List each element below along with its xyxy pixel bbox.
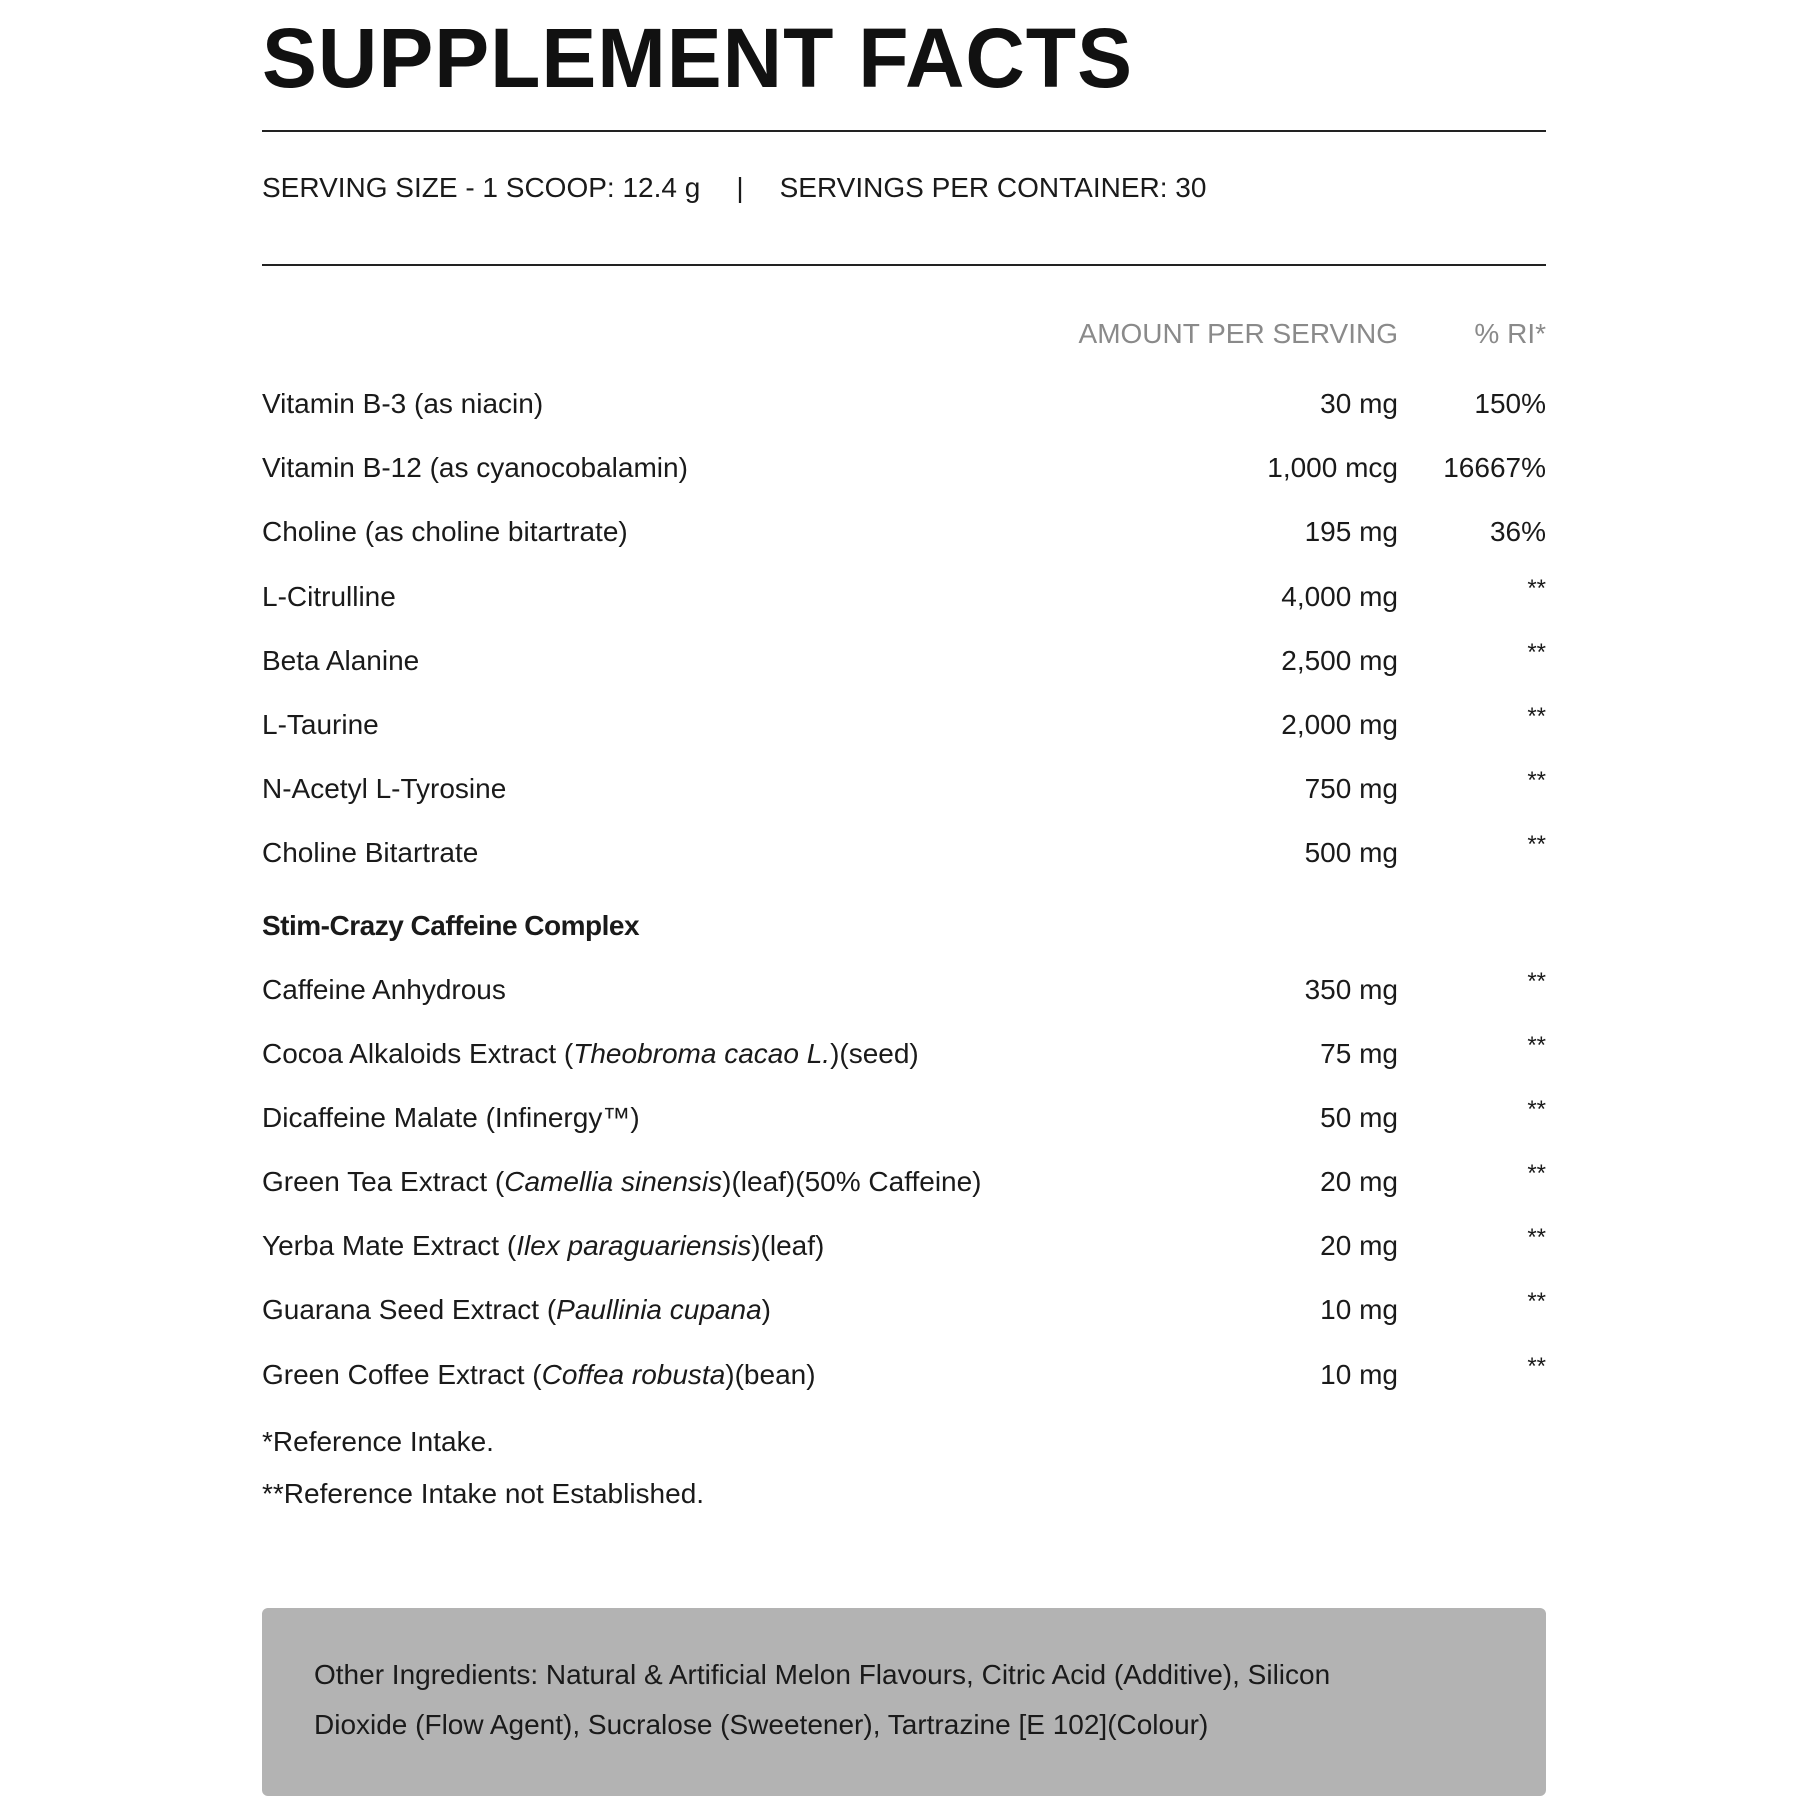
table-row [262,500,1546,564]
other-ingredients-line-2: Dioxide (Flow Agent), Sucralose (Sweetener), Tartrazine [E 102](Colour) [314,1709,1209,1740]
nutrient-amount: 350 mg [1304,973,1398,1005]
nutrient-name [262,1102,640,1134]
nutrient-name: Vitamin B-12 (as cyanocobalamin) [262,452,688,484]
nutrient-name-suffix: )(bean) [725,1358,816,1390]
nutrient-name [262,1038,919,1070]
serving-info [262,172,1206,204]
complex-heading-row [262,886,1546,958]
table-row [262,1343,1546,1407]
nutrient-name-text: Green Coffee Extract ( [262,1358,542,1390]
nutrient-amount: 30 mg [1320,388,1398,419]
nutrient-name-text: Cocoa Alkaloids Extract ( [262,1037,574,1069]
column-header-amount: AMOUNT PER SERVING [1078,318,1398,349]
page-title: SUPPLEMENT FACTS [262,11,1133,105]
nutrient-ri: ** [1527,1031,1546,1059]
nutrient-name-suffix: )(leaf)(50% Caffeine) [722,1166,982,1198]
footnotes [262,1416,704,1520]
nutrient-ri: 16667% [1443,452,1546,484]
table-row [262,958,1546,1022]
nutrient-name-text: Yerba Mate Extract ( [262,1230,517,1262]
nutrient-amount: 75 mg [1320,1037,1398,1069]
nutrient-name-text: Green Tea Extract ( [262,1166,505,1198]
supplement-facts-panel [262,0,1546,1800]
nutrient-amount: 20 mg [1320,1230,1398,1262]
nutrient-amount: 750 mg [1304,773,1398,805]
nutrient-latin-name: Paullinia cupana [556,1294,762,1326]
nutrient-ri: ** [1527,1288,1546,1316]
nutrient-ri: ** [1527,831,1546,859]
nutrient-amount: 195 mg [1304,516,1398,548]
nutrient-name: Choline (as choline bitartrate) [262,516,628,548]
nutrient-ri: ** [1527,702,1546,730]
nutrient-latin-name: Camellia sinensis [504,1166,723,1198]
nutrient-amount: 2,000 mg [1281,708,1398,740]
nutrient-amount: 500 mg [1304,837,1398,869]
nutrient-name [262,974,506,1006]
serving-separator: | [736,172,744,203]
nutrient-name [262,1166,982,1198]
nutrient-name: L-Taurine [262,708,379,740]
nutrient-ri: ** [1527,967,1546,995]
nutrient-name: N-Acetyl L-Tyrosine [262,773,507,805]
nutrient-name-suffix: )(leaf) [751,1230,825,1262]
table-row [262,372,1546,436]
nutrient-table [262,372,1546,1407]
nutrient-name [262,1359,816,1391]
nutrient-ri: ** [1527,574,1546,602]
nutrient-name: L-Citrulline [262,580,396,612]
nutrient-ri: ** [1527,1224,1546,1252]
nutrient-name [262,1230,824,1262]
nutrient-latin-name: Theobroma cacao L. [573,1037,831,1069]
table-row [262,1214,1546,1278]
nutrient-ri: ** [1527,1160,1546,1188]
nutrient-name: Beta Alanine [262,644,420,676]
complex-rows [262,958,1546,1407]
complex-heading: Stim-Crazy Caffeine Complex [262,909,640,941]
nutrient-latin-name: Ilex paraguariensis [516,1230,752,1262]
nutrient-amount: 1,000 mcg [1267,452,1398,484]
divider-serving [262,264,1546,266]
table-row [262,629,1546,693]
serving-size: SERVING SIZE - 1 SCOOP: 12.4 g [262,172,701,203]
table-row [262,757,1546,821]
nutrient-ri: 150% [1474,388,1546,419]
nutrient-latin-name: Coffea robusta [541,1358,726,1390]
other-ingredients-line-1: Other Ingredients: Natural & Artificial Melon Flavours, Citric Acid (Additive), Silicon [314,1659,1331,1690]
column-header-ri: % RI* [1474,318,1546,349]
table-row [262,1150,1546,1214]
nutrient-name-suffix: ) [761,1294,771,1326]
nutrient-ri: ** [1527,767,1546,795]
table-row [262,436,1546,500]
nutrient-ri: 36% [1489,516,1546,548]
nutrient-amount: 2,500 mg [1281,644,1398,676]
nutrient-ri: ** [1527,638,1546,666]
nutrient-amount: 4,000 mg [1281,580,1398,612]
nutrient-name-text: Dicaffeine Malate (Infinergy™) [262,1101,640,1133]
primary-rows [262,372,1546,886]
nutrient-name [262,1294,771,1326]
nutrient-amount: 50 mg [1320,1101,1398,1133]
footnote-not-established: **Reference Intake not Established. [262,1478,705,1509]
nutrient-amount: 20 mg [1320,1166,1398,1198]
table-row [262,1086,1546,1150]
table-row [262,1278,1546,1342]
nutrient-amount: 10 mg [1320,1358,1398,1390]
table-row [262,1022,1546,1086]
divider-top [262,130,1546,132]
nutrient-ri: ** [1527,1352,1546,1380]
nutrient-name: Vitamin B-3 (as niacin) [262,388,544,419]
footnote-ri: *Reference Intake. [262,1426,494,1457]
nutrient-name: Choline Bitartrate [262,837,479,869]
nutrient-name-text: Guarana Seed Extract ( [262,1294,557,1326]
table-row [262,565,1546,629]
nutrient-amount: 10 mg [1320,1294,1398,1326]
nutrient-ri: ** [1527,1095,1546,1123]
table-row [262,693,1546,757]
servings-per-container: SERVINGS PER CONTAINER: 30 [779,172,1207,203]
nutrient-name-text: Caffeine Anhydrous [262,973,506,1005]
other-ingredients-box [262,1608,1546,1796]
table-row [262,821,1546,885]
nutrient-name-suffix: )(seed) [830,1037,919,1069]
